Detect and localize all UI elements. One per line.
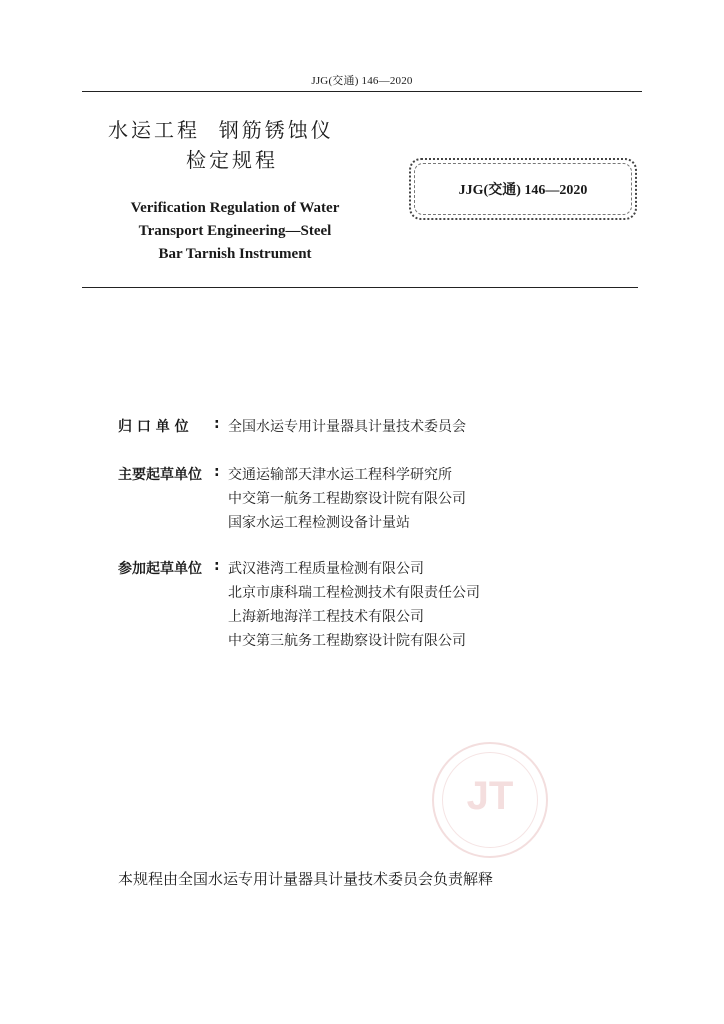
participating-unit-4: 中交第三航务工程勘察设计院有限公司 xyxy=(228,633,466,649)
main-drafter-2: 中交第一航务工程勘察设计院有限公司 xyxy=(228,491,466,507)
title-cn-line2: 检定规程 xyxy=(186,148,278,172)
main-drafters-label: 主要起草单位 xyxy=(118,467,202,483)
footer-interpretation-note: 本规程由全国水运专用计量器具计量技术委员会负责解释 xyxy=(118,870,494,888)
participating-unit-2: 北京市康科瑞工程检测技术有限责任公司 xyxy=(228,585,480,601)
participating-label: 参加起草单位 xyxy=(118,561,202,577)
title-rule xyxy=(82,287,638,288)
main-drafter-3: 国家水运工程检测设备计量站 xyxy=(228,515,410,531)
participating-colon: : xyxy=(214,558,220,574)
main-drafter-1: 交通运输部天津水运工程科学研究所 xyxy=(228,467,452,483)
jt-watermark-stamp xyxy=(432,742,548,858)
stamp-logo-text: JT xyxy=(466,774,514,818)
title-cn-line1: 水运工程 钢筋锈蚀仪 xyxy=(108,118,334,142)
main-drafters-colon: : xyxy=(214,464,220,480)
guikou-value: 全国水运专用计量器具计量技术委员会 xyxy=(228,419,466,435)
title-en-line2: Transport Engineering—Steel xyxy=(138,223,332,239)
header-standard-code: JJG(交通) 146—2020 xyxy=(311,75,413,87)
title-en-line1: Verification Regulation of Water xyxy=(130,200,340,216)
guikou-label: 归 口 单 位 xyxy=(118,419,189,435)
standard-code-box xyxy=(409,158,637,220)
title-en-line3: Bar Tarnish Instrument xyxy=(158,246,312,262)
header-rule xyxy=(82,91,642,92)
guikou-colon: : xyxy=(214,416,220,432)
standard-code-text: JJG(交通) 146—2020 xyxy=(458,183,588,198)
participating-unit-3: 上海新地海洋工程技术有限公司 xyxy=(228,609,424,625)
participating-unit-1: 武汉港湾工程质量检测有限公司 xyxy=(228,561,424,577)
